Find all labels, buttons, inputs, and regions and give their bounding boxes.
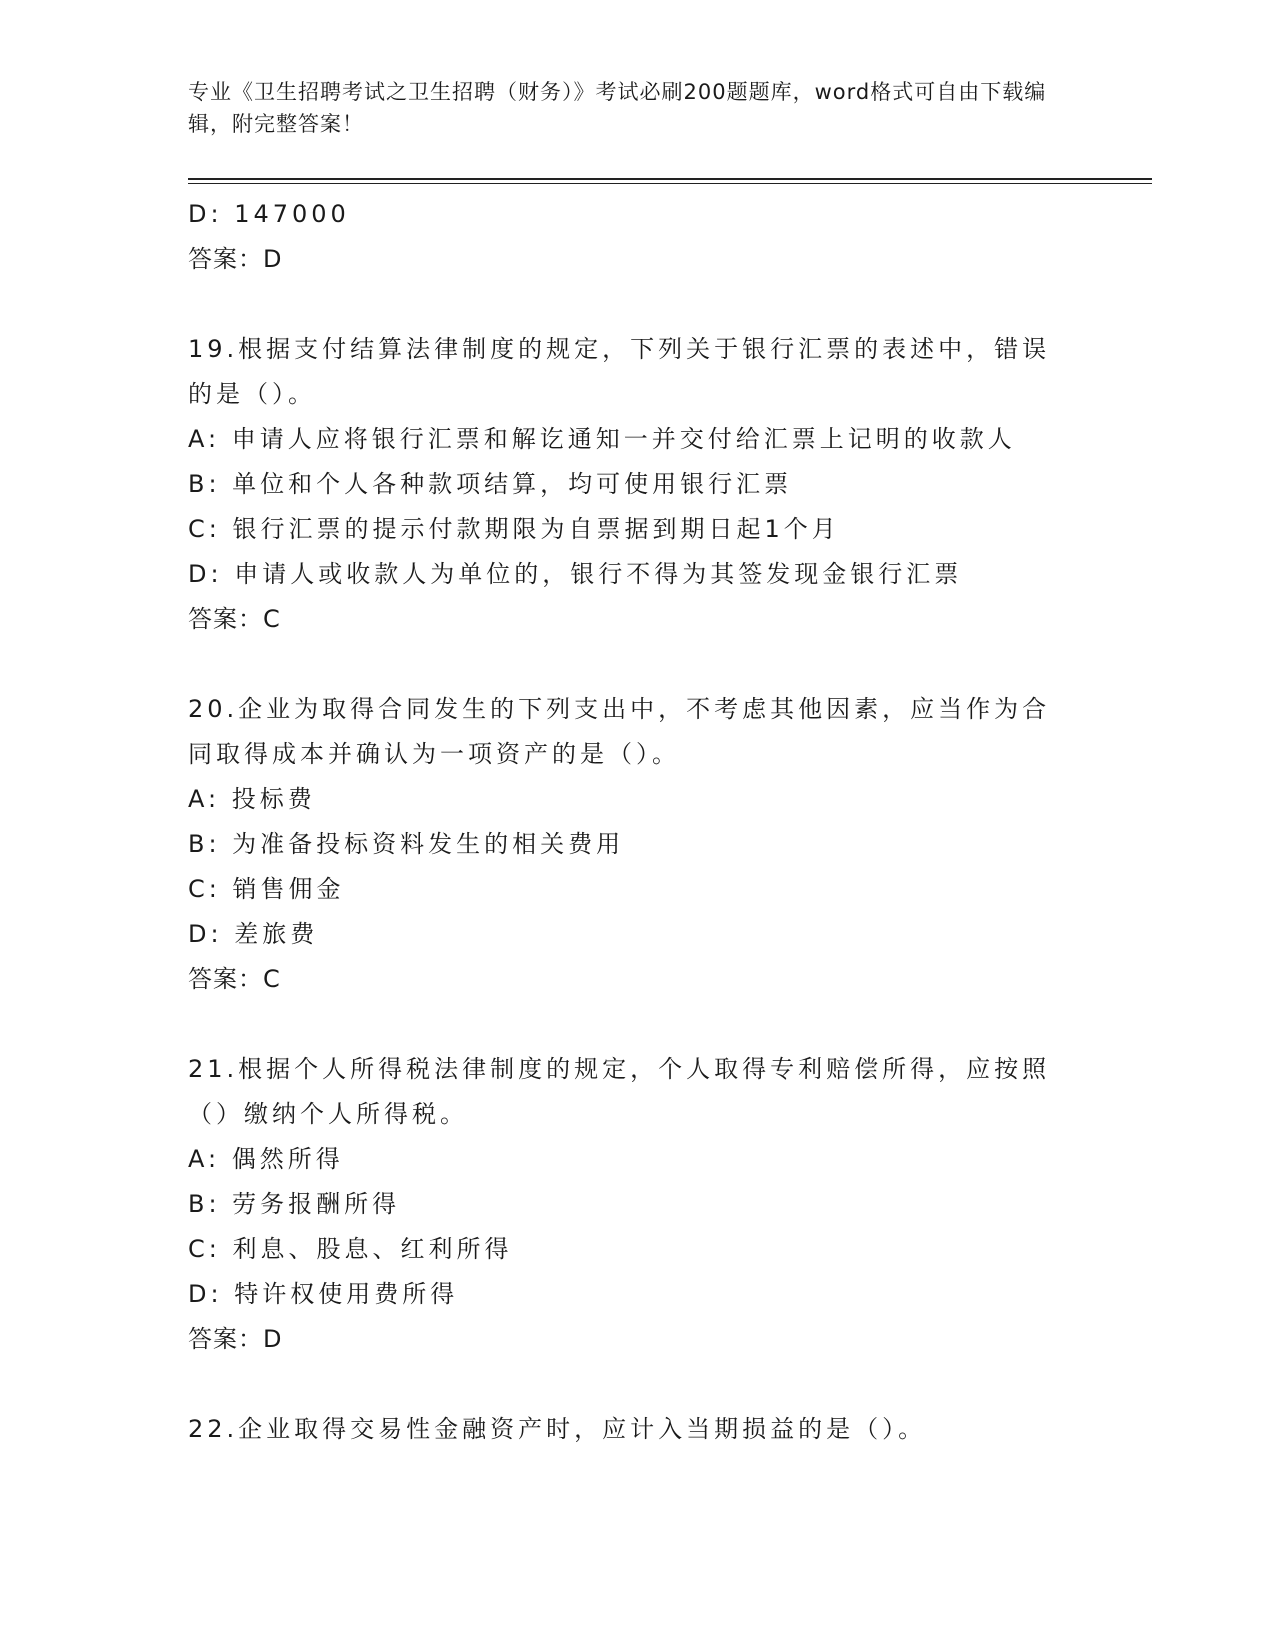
option-c: C: 销售佣金 xyxy=(188,875,345,903)
question-text: 20.企业为取得合同发生的下列支出中，不考虑其他因素，应当作为合同取得成本并确认为一项资产的是（）。 xyxy=(188,695,1051,768)
answer-line: 答案：C xyxy=(188,605,281,633)
answer-line: 答案：D xyxy=(188,245,283,273)
question-21 xyxy=(188,1047,1088,1362)
document-header: 专业《卫生招聘考试之卫生招聘（财务）》考试必刷200题题库，word格式可自由下载编辑，附完整答案！ xyxy=(188,80,1047,136)
option-b: B: 为准备投标资料发生的相关费用 xyxy=(188,830,625,858)
option-d: D: 申请人或收款人为单位的，银行不得为其签发现金银行汇票 xyxy=(188,560,963,588)
answer-line: 答案：D xyxy=(188,1325,283,1353)
header-divider-thin xyxy=(188,183,1152,184)
document-body xyxy=(188,192,1088,1452)
option-b: B: 单位和个人各种款项结算，均可使用银行汇票 xyxy=(188,470,793,498)
option-d: D: 特许权使用费所得 xyxy=(188,1280,459,1308)
option-b: B: 劳务报酬所得 xyxy=(188,1190,401,1218)
option-d: D: 差旅费 xyxy=(188,920,319,948)
question-20 xyxy=(188,687,1088,1002)
question-text: 22.企业取得交易性金融资产时，应计入当期损益的是（）。 xyxy=(188,1415,927,1443)
question-text: 21.根据个人所得税法律制度的规定，个人取得专利赔偿所得，应按照（）缴纳个人所得税。 xyxy=(188,1055,1051,1128)
question-22 xyxy=(188,1407,1088,1452)
question-19 xyxy=(188,327,1088,642)
option-a: A: 投标费 xyxy=(188,785,316,813)
option-a: A: 偶然所得 xyxy=(188,1145,344,1173)
option-a: A: 申请人应将银行汇票和解讫通知一并交付给汇票上记明的收款人 xyxy=(188,425,1016,453)
option-c: C: 银行汇票的提示付款期限为自票据到期日起1个月 xyxy=(188,515,840,543)
option-d: D: 147000 xyxy=(188,200,350,228)
question-text: 19.根据支付结算法律制度的规定，下列关于银行汇票的表述中，错误的是（）。 xyxy=(188,335,1051,408)
answer-line: 答案：C xyxy=(188,965,281,993)
option-c: C: 利息、股息、红利所得 xyxy=(188,1235,513,1263)
header-divider-thick xyxy=(188,178,1152,180)
